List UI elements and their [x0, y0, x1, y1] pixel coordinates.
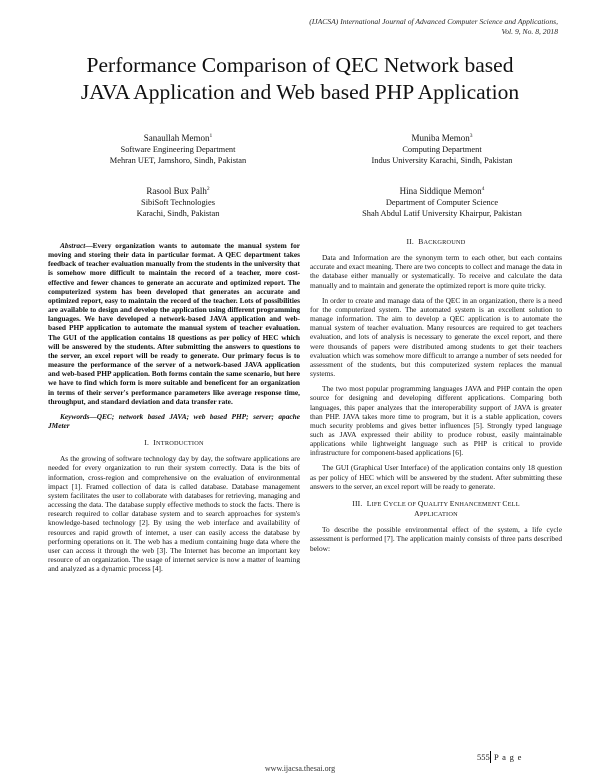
- page-number: 555: [477, 752, 490, 762]
- background-paragraph-1: Data and Information are the synonym term to each other, but each contains accurate and exact meaning. There are two concepts to collect and manage the data in the database either manually or systematically. To receive and calculate the data manually and to maintain and generate the optimized report is more quite tricky.: [310, 253, 562, 290]
- author-department: Software Engineering Department: [120, 145, 236, 154]
- author-department: Department of Computer Science: [385, 198, 499, 207]
- life-cycle-paragraph: To describe the possible environmental effect of the system, a life cycle assessment is performed [7]. The application mainly consists of three parts described below:: [310, 525, 562, 553]
- heading-letter: L: [366, 498, 372, 508]
- section-initial: B: [418, 237, 424, 246]
- heading-part: YCLE OF: [388, 500, 418, 508]
- heading-part: IFE: [371, 500, 384, 508]
- author-affil-number: 2: [206, 186, 210, 192]
- background-paragraph-4: The GUI (Graphical User Interface) of the application contains only 18 question as per policy of HEC which will be answered by the student. After submitting these answers to the server, an excel report will be ready to generate.: [310, 463, 562, 491]
- author-block-4: [312, 184, 572, 219]
- abstract-label: Abstract: [60, 241, 86, 250]
- author-institution: Karachi, Sindh, Pakistan: [136, 209, 220, 218]
- journal-header: [118, 17, 558, 36]
- author-block-3: [312, 131, 572, 166]
- author-name: Sanaullah Memon: [143, 133, 210, 143]
- heading-letter: E: [449, 498, 455, 508]
- author-affil-number: 1: [209, 133, 213, 139]
- section-title-rest: ACKGROUND: [423, 239, 466, 246]
- heading-part: UALITY: [423, 500, 450, 508]
- heading-part: ELL: [507, 500, 520, 508]
- author-block-1: [48, 131, 308, 166]
- background-paragraph-3: The two most popular programming languages JAVA and PHP contain the open source for designing and developing different applications. Comparing both languages, this paper analyzes that the interoperability support of JAVA is greater than PHP. JAVA takes more time to program, but it is a stable application, covers much security problems and gives better influences [5]. Strongly typed language such as JAVA expressed their ability to produce robust, easily maintainable applications while lightweight language such as PHP is critical to provide infrastructure for component-based applications [6].: [310, 384, 562, 458]
- journal-url: www.ijacsa.thesai.org: [264, 764, 336, 773]
- author-institution: Mehran UET, Jamshoro, Sindh, Pakistan: [109, 156, 247, 165]
- section-title-rest: NTRODUCTION: [156, 440, 204, 448]
- heading-letter: C: [383, 498, 389, 508]
- section-heading-introduction: [48, 438, 300, 448]
- right-column: [310, 237, 562, 553]
- author-affil-number: 3: [469, 133, 473, 139]
- left-column: [48, 241, 300, 573]
- author-department: SibiSoft Technologies: [141, 198, 215, 207]
- heading-part: PPLICATION: [419, 511, 458, 519]
- abstract: [48, 241, 300, 406]
- heading-letter: C: [502, 498, 508, 508]
- section-initial: I: [153, 438, 157, 448]
- background-paragraph-2: In order to create and manage data of the QEC in an organization, there is a need for the computerized system. The automated system is an excellent solution to manage information. The aim to develop a QEC application is to automate the manual system of teacher evaluation. Many resources are required to get teachers evaluation, and lots of analysis is necessary to generate the excel report, and there were thousands of papers were distributed among students to get their teachers evaluation which was somehow more difficult to arrange a number of sets needed for assessment of the students, but this computerized system replaces the manual systems.: [310, 295, 562, 379]
- section-number: II.: [406, 237, 415, 246]
- author-institution: Shah Abdul Latif University Khairpur, Pakistan: [362, 209, 522, 218]
- section-heading-background: [310, 237, 562, 247]
- section-heading-life-cycle: [310, 499, 562, 519]
- introduction-paragraph: As the growing of software technology day by day, the software applications are needed for every organization to run their system correctly. Data is the bits of information, cross-region and comprehensive on the evaluation of environmental impact [1]. Framed collection of data is called database. Database management system facilitates the user to collaborate with databases for retrieving, managing and accessing the data. The database supply effective methods to stock the facts. There is research required to collar database system and to search approaches for system's knowledge-based technology [2]. By using the web interface and availability of resources and rapid growth of internet, a user can easily access the database by performing operations on it. The web has a medium containing huge data where the user can access it through the web [3]. The Internet has become an important key resource of an organization. The usage of internet service is now a matter of learning and analyzed as a dynamic process [4].: [48, 454, 300, 574]
- abstract-text: —Every organization wants to automate the manual system for moving and storing their data in particular format. A QEC department takes feedback of teacher evaluation manually from the students in the university that is somehow more difficult to maintain the record of a teacher, more cost-effective and fewer chances to generate an accurate and optimized report. The computerized system has been developed that generates an accurate and optimized report, easy to maintain the record of the teacher. Lots of possibilities are available to design and develop the application using different programming languages. We have developed a network-based JAVA application and web-based PHP application to automate the manual system of teacher evaluation. The GUI of the application contains 18 questions as per policy of HEC which will be answered by the students. After submitting the answers to questions to the server, an excel report will be ready to generate. Our primary focus is to measure the performance of the server of a network-based JAVA application and web-based PHP application. Both forms contain the same scenario, but here we have to find which form is more suitable and beneficent for an organization in terms of their server's performance parameters like average response time, throughput, and standard deviation and data transfer rate.: [48, 241, 300, 406]
- author-name: Muniba Memon: [411, 133, 470, 143]
- section-number: III.: [352, 498, 363, 508]
- title-line-2: JAVA Application and Web based PHP Application: [80, 80, 520, 104]
- heading-letter: A: [414, 509, 420, 519]
- heading-part: NHANCEMENT: [454, 500, 503, 508]
- author-name: Rasool Bux Palh: [146, 186, 207, 196]
- keywords: Keywords—QEC; network based JAVA; web based PHP; server; apache JMeter: [48, 411, 300, 430]
- journal-line-1: (IJACSA) International Journal of Advanced Computer Science and Applications,: [309, 17, 558, 26]
- author-block-2: [48, 184, 308, 219]
- author-name: Hina Siddique Memon: [399, 186, 482, 196]
- section-number: I.: [144, 438, 150, 448]
- heading-letter: Q: [417, 498, 424, 508]
- author-institution: Indus University Karachi, Sindh, Pakistan: [371, 156, 513, 165]
- author-department: Computing Department: [402, 145, 482, 154]
- page-label: P a g e: [494, 752, 523, 762]
- journal-line-2: Vol. 9, No. 8, 2018: [501, 26, 558, 36]
- footer-divider: [490, 751, 491, 763]
- author-affil-number: 4: [481, 186, 485, 192]
- title-line-1: Performance Comparison of QEC Network based: [86, 53, 514, 77]
- paper-title: [36, 52, 564, 106]
